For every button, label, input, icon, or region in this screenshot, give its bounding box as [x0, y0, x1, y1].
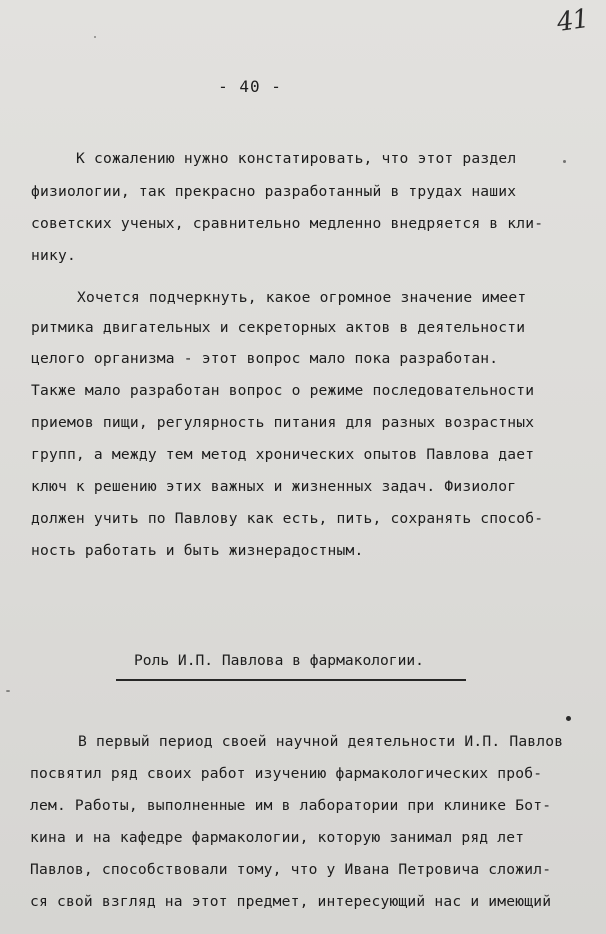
scan-speck: [566, 716, 571, 721]
section-paragraph-line-1: В первый период своей научной деятельности И.П. Павлов: [78, 733, 564, 750]
paragraph-2-line-8: должен учить по Павлову как есть, пить, сохранять способ-: [31, 510, 544, 527]
heading-underline: [116, 679, 466, 681]
section-paragraph-line-5: Павлов, способствовали тому, что у Ивана Петровича сложил-: [30, 861, 552, 878]
paragraph-2-line-5: приемов пищи, регулярность питания для разных возрастных: [31, 414, 535, 431]
section-paragraph-line-3: лем. Работы, выполненные им в лаборатории при клинике Бот-: [30, 797, 552, 814]
paragraph-2-line-3: целого организма - этот вопрос мало пока разработан.: [31, 350, 499, 367]
scan-speck: [94, 36, 96, 38]
paragraph-2-line-9: ность работать и быть жизнерадостным.: [31, 542, 364, 559]
section-heading: Роль И.П. Павлова в фармакологии.: [134, 652, 424, 669]
paragraph-1-line-4: нику.: [31, 247, 76, 264]
scan-speck: [6, 690, 10, 692]
paragraph-1-line-2: физиологии, так прекрасно разработанный в трудах наших: [31, 183, 517, 200]
section-paragraph-line-4: кина и на кафедре фармакологии, которую занимал ряд лет: [30, 829, 525, 846]
paragraph-2-line-7: ключ к решению этих важных и жизненных задач. Физиолог: [31, 478, 517, 495]
paragraph-2-line-6: групп, а между тем метод хронических опытов Павлова дает: [31, 446, 535, 463]
paragraph-1-line-1: К сожалению нужно констатировать, что этот раздел: [76, 150, 517, 167]
scan-speck: [563, 160, 566, 163]
page-number: - 40 -: [218, 77, 282, 96]
section-paragraph-line-6: ся свой взгляд на этот предмет, интересующий нас и имеющий: [30, 893, 552, 910]
paragraph-2-line-2: ритмика двигательных и секреторных актов в деятельности: [31, 319, 526, 336]
section-paragraph-line-2: посвятил ряд своих работ изучению фармакологических проб-: [30, 765, 543, 782]
paragraph-2-line-1: Хочется подчеркнуть, какое огромное значение имеет: [77, 289, 527, 306]
archive-number: 41: [555, 3, 591, 39]
paragraph-2-line-4: Также мало разработан вопрос о режиме последовательности: [31, 382, 535, 399]
paragraph-1-line-3: советских ученых, сравнительно медленно внедряется в кли-: [31, 215, 544, 232]
